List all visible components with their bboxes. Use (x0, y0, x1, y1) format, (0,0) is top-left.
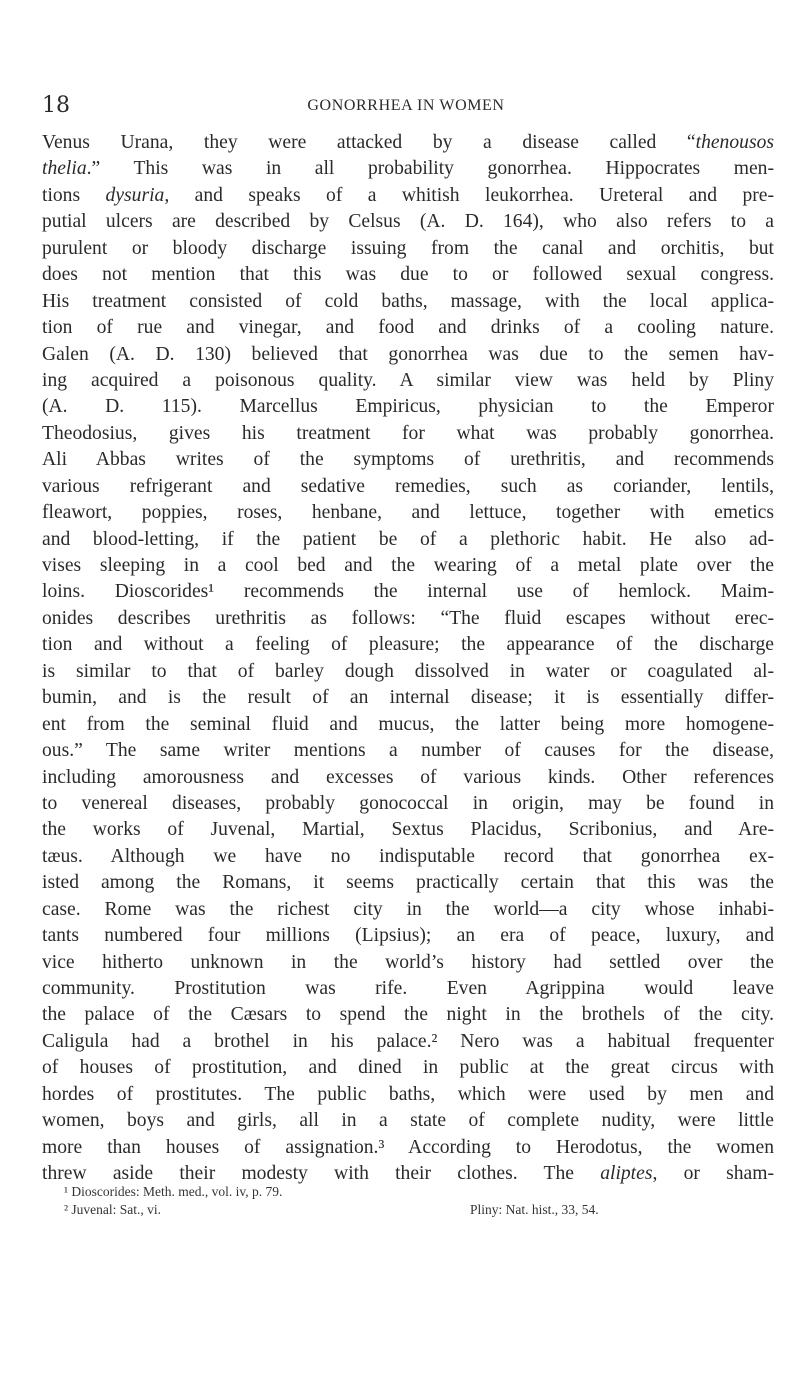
text-line: Galen (A. D. 130) believed that gonorrhea was due to the semen hav- (42, 343, 774, 365)
text-line: of houses of prostitution, and dined in public at the great circus with (42, 1057, 774, 1079)
text-line: ent from the seminal fluid and mucus, the latter being more homogene- (42, 713, 774, 735)
text-line: tæus. Although we have no indisputable record that gonorrhea ex- (42, 845, 774, 867)
footnote-1: ¹ Dioscorides: Meth. med., vol. iv, p. 79. (64, 1184, 283, 1199)
text-line: His treatment consisted of cold baths, massage, with the local applica- (42, 290, 774, 312)
text-line: ous.” The same writer mentions a number of causes for the disease, (42, 740, 774, 762)
text-line: tions dysuria, and speaks of a whitish leukorrhea. Ureteral and pre- (42, 184, 774, 206)
text-line: women, boys and girls, all in a state of complete nudity, were little (42, 1110, 774, 1132)
text-line: fleawort, poppies, roses, henbane, and lettuce, together with emetics (42, 502, 774, 524)
footnote-2: ² Juvenal: Sat., vi. (64, 1202, 162, 1217)
text-line: threw aside their modesty with their clothes. The aliptes, or sham- (42, 1163, 774, 1185)
text-line: more than houses of assignation.³ According to Herodotus, the women (42, 1136, 774, 1158)
text-line: loins. Dioscorides¹ recommends the internal use of hemlock. Maim- (42, 581, 774, 603)
text-line: Venus Urana, they were attacked by a disease called “thenousos (42, 132, 774, 153)
footnotes (42, 1183, 774, 1219)
footnote-3: Pliny: Nat. hist., 33, 54. (470, 1202, 599, 1217)
page-number: 18 (42, 93, 70, 118)
text-line: community. Prostitution was rife. Even Agrippina would leave (42, 978, 774, 999)
running-title: GONORRHEA IN WOMEN (307, 97, 505, 114)
text-line: including amorousness and excesses of various kinds. Other references (42, 766, 774, 788)
body-paragraph (42, 130, 774, 1188)
text-line: thelia.” This was in all probability gonorrhea. Hippocrates men- (42, 158, 774, 180)
text-line: ing acquired a poisonous quality. A similar view was held by Pliny (42, 369, 774, 391)
text-line: Ali Abbas writes of the symptoms of urethritis, and recommends (42, 449, 774, 471)
text-line: tion of rue and vinegar, and food and drinks of a cooling nature. (42, 317, 774, 339)
page-header (42, 92, 770, 120)
text-line: tion and without a feeling of pleasure; the appearance of the discharge (42, 634, 774, 656)
text-line: putial ulcers are described by Celsus (A. D. 164), who also refers to a (42, 211, 774, 233)
text-line: isted among the Romans, it seems practically certain that this was the (42, 872, 774, 894)
footnote-row (42, 1201, 774, 1219)
text-line: case. Rome was the richest city in the world—a city whose inhabi- (42, 898, 774, 920)
text-line: tants numbered four millions (Lipsius); an era of peace, luxury, and (42, 925, 774, 947)
text-line: onides describes urethritis as follows: “The fluid escapes without erec- (42, 607, 774, 629)
text-line: vice hitherto unknown in the world’s history had settled over the (42, 951, 774, 973)
text-line: (A. D. 115). Marcellus Empiricus, physician to the Emperor (42, 396, 774, 418)
text-line: Caligula had a brothel in his palace.² Nero was a habitual frequenter (42, 1030, 774, 1052)
text-line: various refrigerant and sedative remedies, such as coriander, lentils, (42, 475, 774, 497)
text-line: the works of Juvenal, Martial, Sextus Placidus, Scribonius, and Are- (42, 819, 774, 841)
text-line: and blood-letting, if the patient be of a plethoric habit. He also ad- (42, 528, 774, 550)
text-line: Theodosius, gives his treatment for what was probably gonorrhea. (42, 422, 774, 444)
text-line: purulent or bloody discharge issuing from the canal and orchitis, but (42, 237, 774, 259)
text-line: does not mention that this was due to or followed sexual congress. (42, 264, 774, 286)
text-line: to venereal diseases, probably gonococcal in origin, may be found in (42, 792, 774, 814)
text-line: hordes of prostitutes. The public baths, which were used by men and (42, 1083, 774, 1105)
text-line: vises sleeping in a cool bed and the wearing of a metal plate over the (42, 555, 774, 576)
text-line: bumin, and is the result of an internal disease; it is essentially differ- (42, 687, 774, 709)
footnote-row (42, 1183, 774, 1201)
text-line: is similar to that of barley dough dissolved in water or coagulated al- (42, 660, 774, 682)
text-line: the palace of the Cæsars to spend the night in the brothels of the city. (42, 1004, 774, 1026)
